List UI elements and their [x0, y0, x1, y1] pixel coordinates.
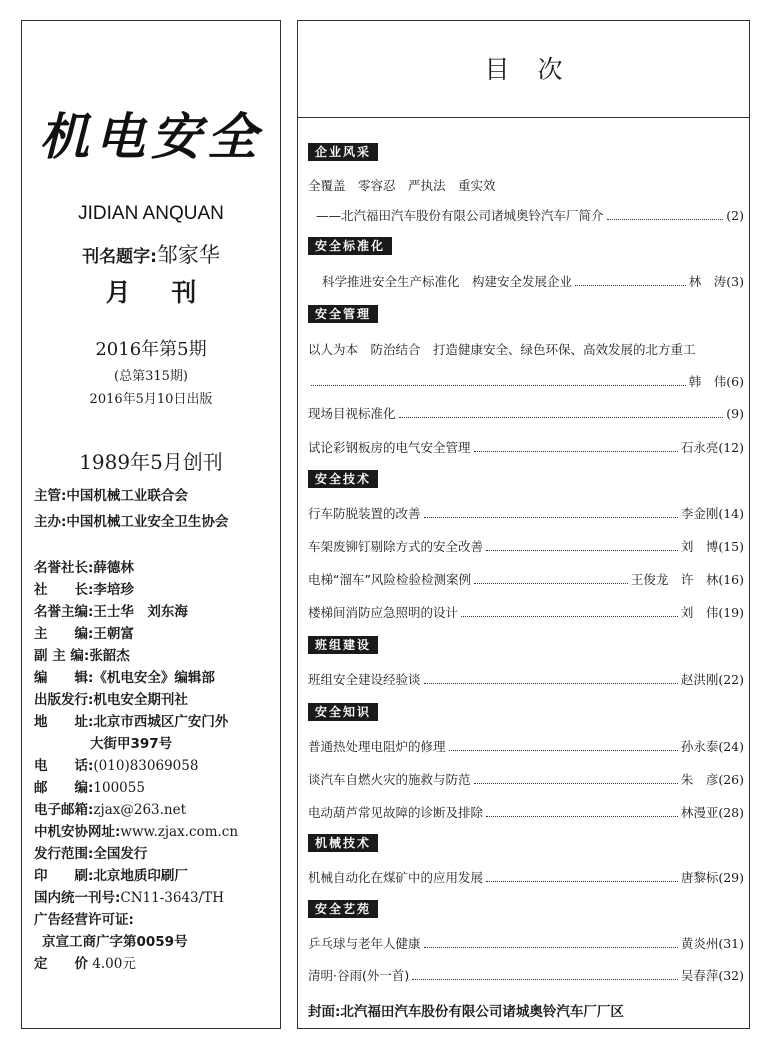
toc-entry[interactable]: 普通热处理电阻炉的修理 孙永泰(24)	[308, 739, 744, 754]
supervisor: 主管:中国机械工业联合会	[34, 488, 188, 504]
section-tag: 安全技术	[308, 470, 378, 488]
toc-entry[interactable]: 清明·谷雨(外一首) 吴春萍(32)	[308, 968, 744, 983]
toc-entry[interactable]: 韩 伟(6)	[308, 372, 744, 392]
section-tag: 机械技术	[308, 834, 378, 852]
ad-license-label: 广告经营许可证:	[34, 912, 134, 928]
staff-list: 名誉社长:薛德林 社 长:李培珍 名誉主编:王士华 刘东海 主 编:王朝富 副 主 编:张韶杰 编 辑:《机电安全》编辑部 出版发行:机电安全期刊社 地 址:北京市西城区广安门外 大街甲397号 电 话:(010)83069058 邮 编:100055 电子邮箱:zjax@263.net 中机安协网址:www.zjax.com.cn 发行范围:全国发行 印 刷:北京地质印刷厂 国内统一刊号:CN11-3643/TH 广告经营许可证: 京宣工商广字第0059号 定 价 4.00元	[34, 560, 239, 972]
email: zjax@263.net	[93, 802, 187, 818]
ad-license: 京宣工商广字第0059号	[42, 934, 188, 950]
toc-entry[interactable]: 科学推进安全生产标准化 构建安全发展企业 林 涛(3)	[322, 274, 744, 289]
journal-pinyin: JIDIAN ANQUAN	[78, 203, 224, 224]
frequency: 月 刊	[105, 278, 213, 307]
toc-entry[interactable]: 乒乓球与老年人健康 黄炎州(31)	[308, 936, 744, 951]
toc-entry[interactable]: 试论彩钢板房的电气安全管理 石永亮(12)	[308, 440, 744, 455]
price-label: 定 价	[34, 956, 88, 972]
total-issue: (总第315期)	[114, 369, 188, 384]
toc-entry[interactable]: 电梯“溜车”风险检验检测案例 王俊龙 许 林(16)	[308, 572, 744, 587]
toc-entry[interactable]: 谈汽车自燃火灾的施救与防范 朱 彦(26)	[308, 772, 744, 787]
toc-entry[interactable]: ——北汽福田汽车股份有限公司诸城奥铃汽车厂简介 (2)	[316, 208, 744, 223]
section-tag: 安全管理	[308, 305, 378, 323]
toc-panel	[297, 20, 750, 1029]
toc-entry[interactable]: 车架废铆钉剔除方式的安全改善 刘 博(15)	[308, 539, 744, 554]
founded-date: 1989年5月创刊	[79, 450, 223, 474]
inscription-label: 刊名题字:	[82, 247, 157, 267]
cover-caption: 封面:北汽福田汽车股份有限公司诸城奥铃汽车厂厂区	[308, 1004, 624, 1020]
journal-title-calligraphy: 机电安全	[39, 107, 263, 166]
toc-entry[interactable]: 电动葫芦常见故障的诊断及排除 林漫亚(28)	[308, 805, 744, 820]
inscription-name: 邹家华	[156, 243, 220, 267]
title-inscription	[22, 239, 280, 269]
section-tag: 安全标准化	[308, 237, 392, 255]
section-tag: 企业风采	[308, 143, 378, 161]
publication-date: 2016年5月10日出版	[89, 392, 213, 407]
toc-entry[interactable]: 现场目视标准化 (9)	[308, 406, 744, 421]
section-tag: 安全知识	[308, 703, 378, 721]
issue-number: 2016年第5期	[95, 339, 207, 360]
toc-entry[interactable]: 以人为本 防治结合 打造健康安全、绿色环保、高效发展的北方重工	[308, 342, 696, 357]
toc-entry[interactable]: 全覆盖 零容忍 严执法 重实效	[308, 178, 496, 193]
toc-entry[interactable]: 班组安全建设经验谈 赵洪刚(22)	[308, 672, 744, 687]
org-info	[34, 485, 284, 537]
section-tag: 安全艺苑	[308, 900, 378, 918]
toc-entry[interactable]: 楼梯间消防应急照明的设计 刘 伟(19)	[308, 605, 744, 620]
address-line2: 大街甲397号	[90, 736, 173, 752]
toc-heading: 目次	[298, 21, 749, 118]
toc-entry[interactable]: 机械自动化在煤矿中的应用发展 唐黎标(29)	[308, 870, 744, 885]
toc-entry[interactable]: 行车防脱装置的改善 李金刚(14)	[308, 506, 744, 521]
website: www.zjax.com.cn	[120, 824, 239, 840]
price: 4.00元	[92, 956, 136, 972]
masthead-panel	[21, 20, 281, 1029]
section-tag: 班组建设	[308, 636, 378, 654]
sponsor: 主办:中国机械工业安全卫生协会	[34, 514, 229, 530]
